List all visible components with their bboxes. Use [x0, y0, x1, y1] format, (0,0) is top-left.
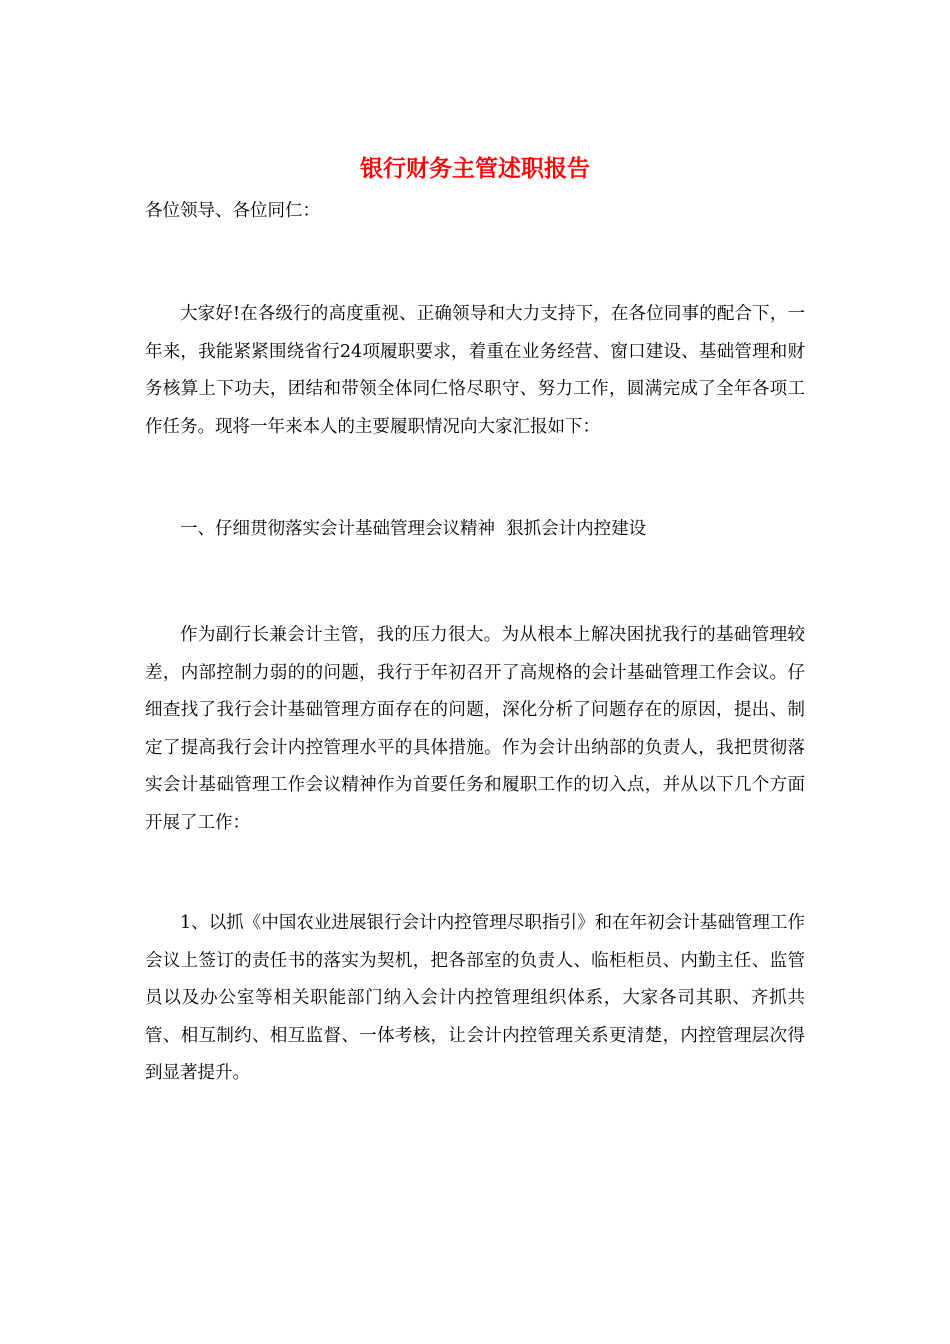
paragraph-section-1: 作为副行长兼会计主管，我的压力很大。为从根本上解决困扰我行的基础管理较差，内部控制力弱的的问题，我行于年初召开了高规格的会计基础管理工作会议。仔细查找了我行会计基础管理方面存在的问题，深化分析了问题存在的原因，提出、制定了提高我行会计内控管理水平的具体措施。作为会计出纳部的负责人，我把贯彻落实会计基础管理工作会议精神作为首要任务和履职工作的切入点，并从以下几个方面开展了工作： — [145, 625, 805, 833]
paragraph-intro: 大家好!在各级行的高度重视、正确领导和大力支持下，在各位同事的配合下，一年来，我能紧紧围绕省行24项履职要求，着重在业务经营、窗口建设、基础管理和财务核算上下功夫，团结和带领全体同仁恪尽职守、努力工作，圆满完成了全年各项工作任务。现将一年来本人的主要履职情况向大家汇报如下： — [145, 304, 805, 437]
salutation: 各位领导、各位同仁： — [145, 201, 320, 221]
section-heading-1: 一、仔细贯彻落实会计基础管理会议精神 狠抓会计内控建设 — [180, 519, 647, 539]
document-title: 银行财务主管述职报告 — [360, 155, 590, 182]
paragraph-item-1: 1、以抓《中国农业进展银行会计内控管理尽职指引》和在年初会计基础管理工作会议上签订的责任书的落实为契机，把各部室的负责人、临柜柜员、内勤主任、监管员以及办公室等相关职能部门纳入会计内控管理组织体系，大家各司其职、齐抓共管、相互制约、相互监督、一体考核，让会计内控管理关系更清楚，内控管理层次得到显著提升。 — [145, 913, 805, 1083]
